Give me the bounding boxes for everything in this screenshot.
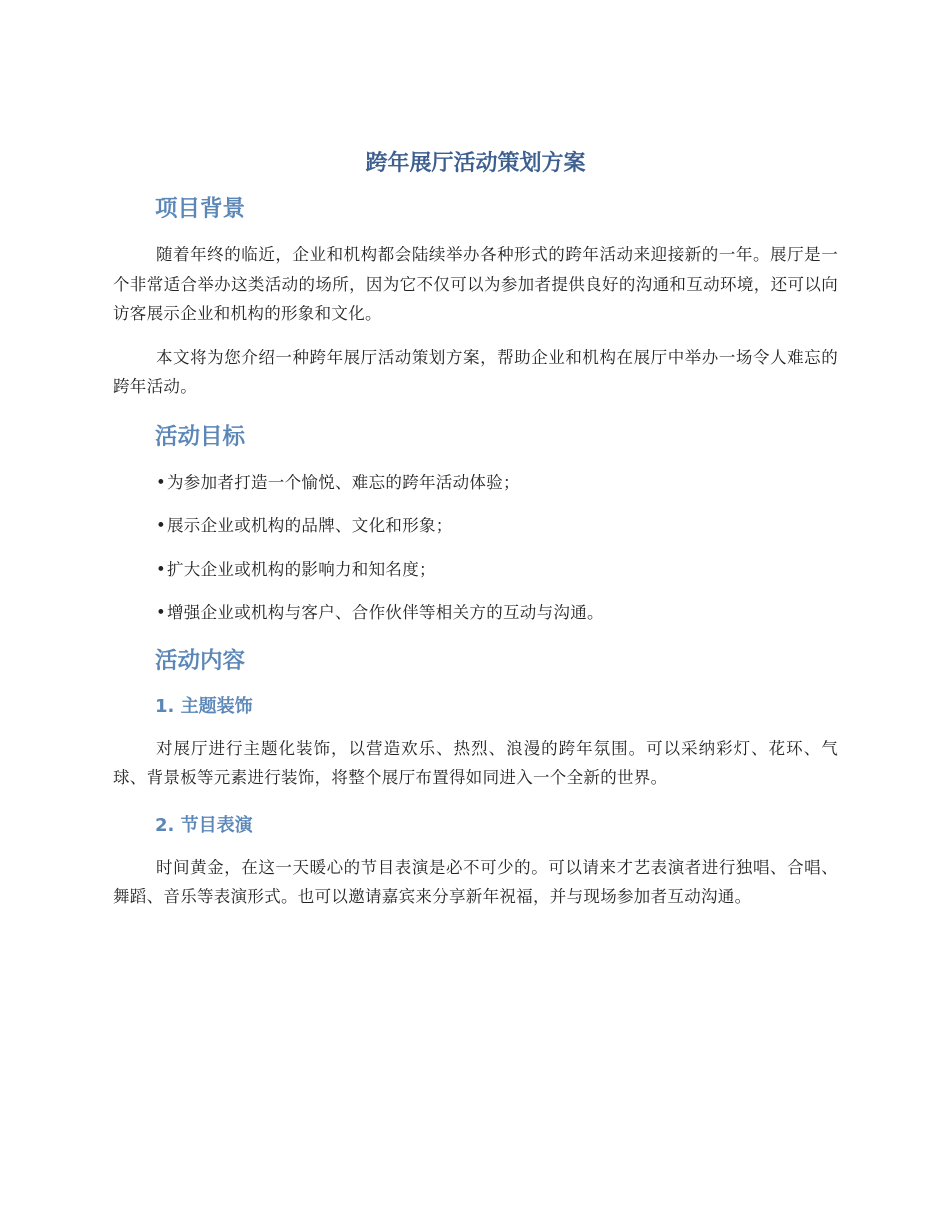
section-heading-goals: 活动目标	[155, 423, 246, 450]
section-goals	[113, 420, 838, 628]
section-content	[113, 644, 838, 912]
subsection-decoration	[113, 692, 838, 793]
goals-list	[113, 468, 838, 628]
section-heading-content: 活动内容	[155, 647, 246, 674]
list-item	[156, 468, 838, 498]
section-background	[113, 192, 838, 402]
list-item	[156, 555, 838, 585]
subsection-performance	[113, 811, 838, 912]
bullet-icon: •	[156, 559, 167, 579]
list-item-text: 扩大企业或机构的影响力和知名度；	[167, 559, 436, 579]
bullet-icon: •	[156, 516, 167, 535]
section-heading-background: 项目背景	[155, 196, 246, 222]
decoration-paragraph: 对展厅进行主题化装饰，以营造欢乐、热烈、浪漫的跨年氛围。可以采纳彩灯、花环、气球、背景板等元素进行装饰，将整个展厅布置得如同进入一个全新的世界。	[113, 738, 838, 787]
bullet-icon: •	[156, 603, 167, 622]
list-item-text: 为参加者打造一个愉悦、难忘的跨年活动体验；	[167, 472, 520, 492]
performance-paragraph: 时间黄金，在这一天暖心的节目表演是必不可少的。可以请来才艺表演者进行独唱、合唱、舞蹈、音乐等表演形式。也可以邀请嘉宾来分享新年祝福，并与现场参加者互动沟通。	[113, 857, 838, 906]
bullet-icon: •	[156, 472, 167, 492]
list-item-text: 展示企业或机构的品牌、文化和形象；	[167, 516, 453, 535]
subsection-heading-decoration: 1. 主题装饰	[155, 695, 253, 717]
background-paragraph-2: 本文将为您介绍一种跨年展厅活动策划方案，帮助企业和机构在展厅中举办一场令人难忘的跨年活动。	[113, 347, 838, 396]
list-item	[156, 598, 838, 628]
document-title: 跨年展厅活动策划方案	[365, 151, 586, 176]
list-item-text: 增强企业或机构与客户、合作伙伴等相关方的互动与沟通。	[167, 603, 604, 622]
background-paragraph-1: 随着年终的临近，企业和机构都会陆续举办各种形式的跨年活动来迎接新的一年。展厅是一个非常适合举办这类活动的场所，因为它不仅可以为参加者提供良好的沟通和互动环境，还可以向访客展示企业和机构的形象和文化。	[113, 245, 838, 323]
subsection-heading-performance: 2. 节目表演	[155, 814, 253, 836]
list-item	[156, 511, 838, 541]
